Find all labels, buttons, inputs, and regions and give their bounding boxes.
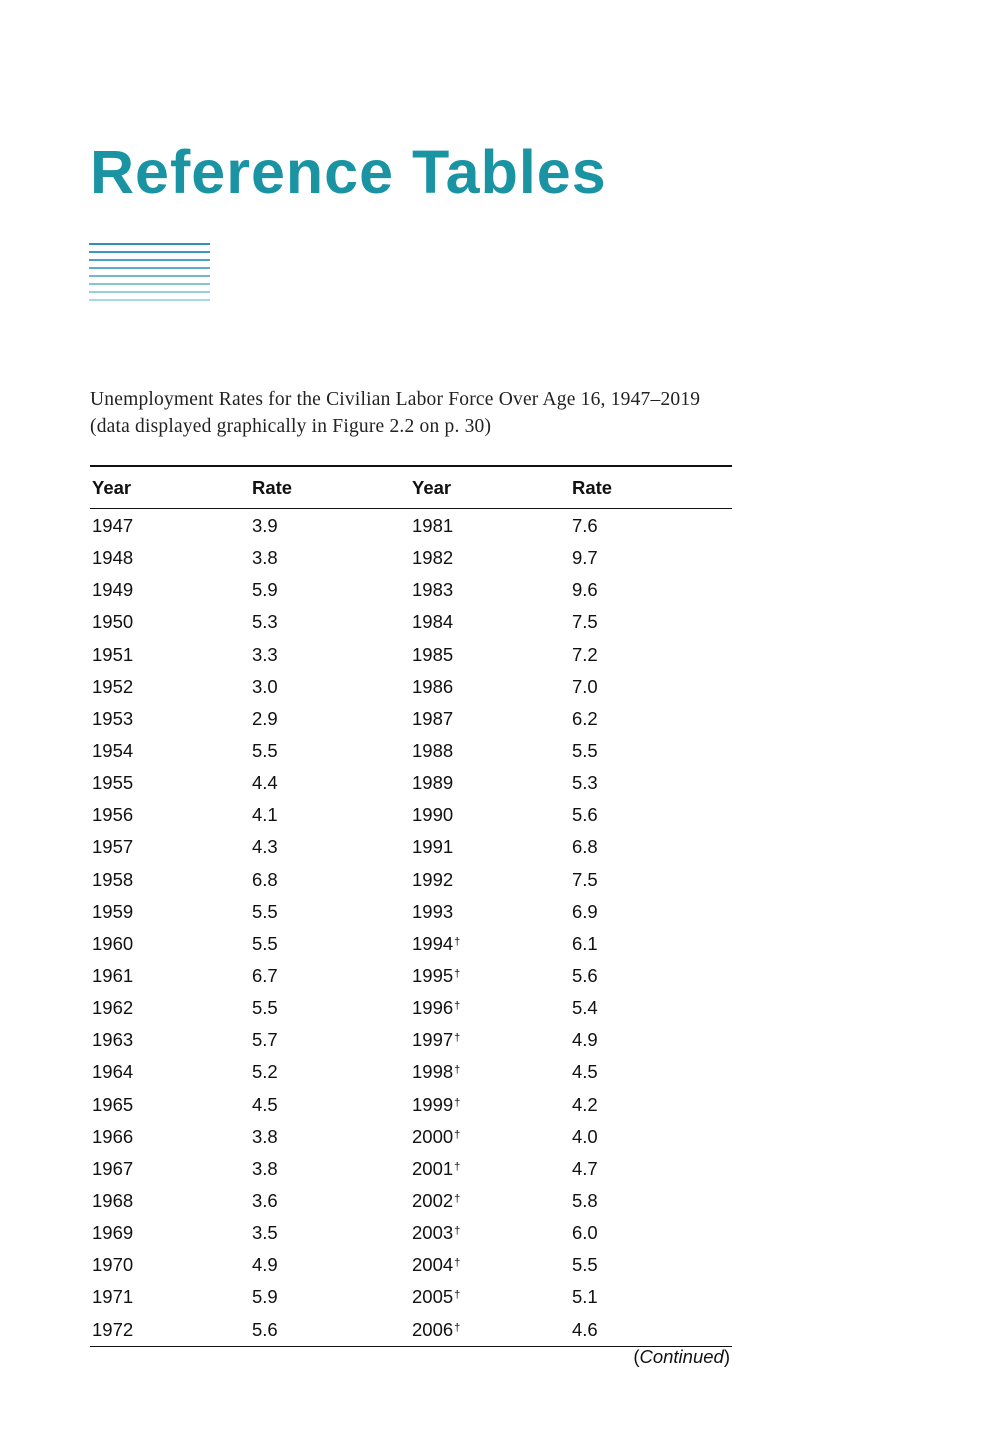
cell-rate-left <box>250 703 410 735</box>
cell-year-left <box>90 1056 250 1088</box>
cell-rate-left-value: 5.5 <box>252 932 278 954</box>
cell-year-right <box>410 542 570 574</box>
cell-rate-left-value: 4.1 <box>252 804 278 826</box>
cell-rate-right-value: 7.5 <box>572 611 598 633</box>
dagger-footnote-mark: † <box>454 1289 461 1302</box>
cell-rate-right-value: 9.7 <box>572 547 598 569</box>
cell-year-right <box>410 1249 570 1281</box>
table-row <box>90 703 732 735</box>
cell-year-right-value: 1982 <box>412 547 454 569</box>
cell-rate-right <box>570 735 732 767</box>
cell-year-left <box>90 1121 250 1153</box>
table-row <box>90 1314 732 1347</box>
cell-rate-left <box>250 1153 410 1185</box>
dagger-footnote-mark: † <box>454 1064 461 1077</box>
table-row <box>90 992 732 1024</box>
table-row <box>90 606 732 638</box>
header-rate-left: Rate <box>252 476 293 498</box>
cell-rate-right <box>570 1089 732 1121</box>
cell-rate-right <box>570 1056 732 1088</box>
cell-year-left-value: 1966 <box>92 1125 134 1147</box>
cell-rate-right-value: 6.8 <box>572 836 598 858</box>
cell-rate-left <box>250 639 410 671</box>
table-header-row <box>90 466 732 509</box>
unemployment-table-container <box>90 465 732 1347</box>
cell-year-right-value: 1999 <box>412 1093 454 1115</box>
cell-year-right-value: 2001 <box>412 1157 454 1179</box>
cell-rate-left <box>250 831 410 863</box>
cell-rate-left-value: 2.9 <box>252 707 278 729</box>
cell-rate-left <box>250 896 410 928</box>
table-row <box>90 1153 732 1185</box>
cell-rate-left-value: 4.9 <box>252 1254 278 1276</box>
cell-year-left-value: 1960 <box>92 932 134 954</box>
cell-year-right-value: 1986 <box>412 675 454 697</box>
cell-year-right-value: 1998 <box>412 1061 454 1083</box>
cell-rate-right <box>570 639 732 671</box>
dagger-footnote-mark: † <box>454 935 461 948</box>
cell-rate-left-value: 3.5 <box>252 1222 278 1244</box>
cell-year-left <box>90 1217 250 1249</box>
cell-year-left-value: 1963 <box>92 1029 134 1051</box>
cell-year-right-value: 1985 <box>412 643 454 665</box>
table-row <box>90 509 732 543</box>
cell-rate-left-value: 5.9 <box>252 1286 278 1308</box>
table-row <box>90 735 732 767</box>
cell-year-right-value: 1990 <box>412 804 454 826</box>
rule-line <box>89 259 210 261</box>
header-rate-right: Rate <box>572 476 613 498</box>
cell-year-right <box>410 1024 570 1056</box>
table-row <box>90 671 732 703</box>
cell-year-right-value: 2002 <box>412 1190 454 1212</box>
rule-line <box>89 283 210 285</box>
continued-label: Continued <box>639 1346 724 1367</box>
cell-year-left <box>90 992 250 1024</box>
cell-rate-left <box>250 1024 410 1056</box>
cell-rate-right-value: 4.0 <box>572 1125 598 1147</box>
cell-rate-right-value: 5.4 <box>572 997 598 1019</box>
table-row <box>90 542 732 574</box>
cell-year-right-value: 1997 <box>412 1029 454 1051</box>
cell-year-left <box>90 864 250 896</box>
cell-year-left <box>90 1024 250 1056</box>
cell-rate-left <box>250 1121 410 1153</box>
cell-rate-right <box>570 509 732 543</box>
cell-rate-right-value: 5.1 <box>572 1286 598 1308</box>
cell-rate-left-value: 3.3 <box>252 643 278 665</box>
cell-year-right <box>410 896 570 928</box>
cell-rate-right <box>570 703 732 735</box>
cell-year-right-value: 1996 <box>412 997 454 1019</box>
cell-year-left <box>90 1153 250 1185</box>
cell-year-left-value: 1951 <box>92 643 134 665</box>
cell-year-left <box>90 671 250 703</box>
cell-year-right-value: 1988 <box>412 740 454 762</box>
cell-rate-right-value: 6.0 <box>572 1222 598 1244</box>
cell-rate-left <box>250 799 410 831</box>
table-body <box>90 509 732 1347</box>
cell-year-right-value: 2005 <box>412 1286 454 1308</box>
cell-rate-right <box>570 831 732 863</box>
cell-rate-right-value: 4.2 <box>572 1093 598 1115</box>
cell-rate-left <box>250 864 410 896</box>
cell-rate-left-value: 3.0 <box>252 675 278 697</box>
cell-rate-left <box>250 992 410 1024</box>
table-row <box>90 1121 732 1153</box>
cell-year-left-value: 1967 <box>92 1157 134 1179</box>
table-row <box>90 1024 732 1056</box>
cell-year-left <box>90 574 250 606</box>
dagger-footnote-mark: † <box>454 1160 461 1173</box>
cell-rate-right-value: 4.6 <box>572 1318 598 1340</box>
cell-year-right <box>410 992 570 1024</box>
cell-rate-left <box>250 1281 410 1313</box>
cell-year-left-value: 1970 <box>92 1254 134 1276</box>
cell-year-right-value: 2004 <box>412 1254 454 1276</box>
cell-rate-right <box>570 1249 732 1281</box>
table-row <box>90 767 732 799</box>
cell-year-right <box>410 799 570 831</box>
cell-rate-right-value: 4.5 <box>572 1061 598 1083</box>
cell-rate-right-value: 5.6 <box>572 804 598 826</box>
cell-year-left-value: 1956 <box>92 804 134 826</box>
cell-year-left-value: 1949 <box>92 579 134 601</box>
cell-rate-right <box>570 606 732 638</box>
rule-line <box>89 299 210 301</box>
cell-rate-right <box>570 1024 732 1056</box>
cell-year-right <box>410 574 570 606</box>
dagger-footnote-mark: † <box>454 1032 461 1045</box>
cell-year-right-value: 2006 <box>412 1318 454 1340</box>
cell-rate-right-value: 5.6 <box>572 965 598 987</box>
cell-rate-right-value: 7.0 <box>572 675 598 697</box>
cell-rate-right <box>570 1185 732 1217</box>
cell-rate-right <box>570 960 732 992</box>
cell-year-left-value: 1947 <box>92 515 134 537</box>
cell-rate-right <box>570 1121 732 1153</box>
rule-line <box>89 267 210 269</box>
cell-rate-right <box>570 1314 732 1347</box>
cell-year-left <box>90 542 250 574</box>
cell-year-right <box>410 1314 570 1347</box>
cell-rate-left-value: 3.9 <box>252 515 278 537</box>
cell-rate-left <box>250 509 410 543</box>
cell-year-left-value: 1955 <box>92 772 134 794</box>
cell-year-right-value: 1987 <box>412 707 454 729</box>
table-row <box>90 574 732 606</box>
cell-rate-left-value: 4.3 <box>252 836 278 858</box>
dagger-footnote-mark: † <box>454 1000 461 1013</box>
cell-year-right-value: 1989 <box>412 772 454 794</box>
cell-rate-left-value: 3.6 <box>252 1190 278 1212</box>
cell-rate-right-value: 5.5 <box>572 1254 598 1276</box>
table-row <box>90 1056 732 1088</box>
cell-rate-right <box>570 1217 732 1249</box>
cell-rate-left <box>250 735 410 767</box>
cell-year-left-value: 1948 <box>92 547 134 569</box>
cell-year-right <box>410 1056 570 1088</box>
cell-year-right <box>410 735 570 767</box>
cell-rate-left <box>250 606 410 638</box>
cell-rate-right <box>570 671 732 703</box>
cell-rate-right <box>570 928 732 960</box>
cell-year-right-value: 1995 <box>412 965 454 987</box>
cell-year-left <box>90 1185 250 1217</box>
cell-year-left-value: 1969 <box>92 1222 134 1244</box>
cell-year-left-value: 1959 <box>92 900 134 922</box>
cell-year-left <box>90 928 250 960</box>
rule-line <box>89 291 210 293</box>
cell-year-right <box>410 831 570 863</box>
cell-rate-right <box>570 542 732 574</box>
table-row <box>90 928 732 960</box>
cell-year-right <box>410 509 570 543</box>
rule-line <box>89 251 210 253</box>
cell-rate-right <box>570 767 732 799</box>
cell-year-right-value: 1981 <box>412 515 454 537</box>
dagger-footnote-mark: † <box>454 1096 461 1109</box>
cell-rate-left-value: 5.5 <box>252 997 278 1019</box>
cell-rate-left-value: 3.8 <box>252 1157 278 1179</box>
cell-year-left-value: 1972 <box>92 1318 134 1340</box>
cell-year-left <box>90 509 250 543</box>
cell-year-left-value: 1964 <box>92 1061 134 1083</box>
cell-rate-left-value: 5.5 <box>252 740 278 762</box>
cell-year-right-value: 1983 <box>412 579 454 601</box>
cell-rate-right <box>570 799 732 831</box>
dagger-footnote-mark: † <box>454 1193 461 1206</box>
page-title: Reference Tables <box>90 138 607 206</box>
cell-rate-right-value: 6.2 <box>572 707 598 729</box>
unemployment-table <box>90 465 732 1347</box>
cell-year-right <box>410 606 570 638</box>
cell-year-left <box>90 1314 250 1347</box>
table-row <box>90 896 732 928</box>
table-row <box>90 1089 732 1121</box>
cell-rate-left <box>250 928 410 960</box>
cell-year-left-value: 1965 <box>92 1093 134 1115</box>
cell-year-left <box>90 1089 250 1121</box>
cell-rate-right <box>570 1153 732 1185</box>
cell-rate-right-value: 4.7 <box>572 1157 598 1179</box>
cell-rate-left-value: 4.4 <box>252 772 278 794</box>
cell-rate-left <box>250 1217 410 1249</box>
cell-rate-left <box>250 1314 410 1347</box>
cell-year-right <box>410 671 570 703</box>
cell-year-right-value: 1984 <box>412 611 454 633</box>
cell-year-right <box>410 703 570 735</box>
cell-rate-left-value: 5.9 <box>252 579 278 601</box>
cell-year-left-value: 1971 <box>92 1286 134 1308</box>
table-row <box>90 1249 732 1281</box>
table-row <box>90 1217 732 1249</box>
cell-rate-left-value: 5.3 <box>252 611 278 633</box>
cell-year-right <box>410 1281 570 1313</box>
dagger-footnote-mark: † <box>454 1321 461 1334</box>
cell-year-left <box>90 735 250 767</box>
cell-rate-left <box>250 542 410 574</box>
table-row <box>90 960 732 992</box>
table-row <box>90 1281 732 1313</box>
header-year-right: Year <box>412 476 452 498</box>
cell-year-right <box>410 960 570 992</box>
table-row <box>90 1185 732 1217</box>
table-caption: Unemployment Rates for the Civilian Labor Force Over Age 16, 1947–2019 (data displayed graphically in Figure 2.2 on p. 30) <box>90 389 701 437</box>
header-year-left: Year <box>92 476 132 498</box>
cell-rate-left-value: 5.7 <box>252 1029 278 1051</box>
cell-year-right <box>410 1089 570 1121</box>
cell-rate-right <box>570 896 732 928</box>
rule-line <box>89 275 210 277</box>
cell-year-left <box>90 767 250 799</box>
cell-year-right <box>410 1185 570 1217</box>
cell-year-right <box>410 864 570 896</box>
cell-rate-right-value: 7.5 <box>572 868 598 890</box>
cell-rate-right-value: 5.8 <box>572 1190 598 1212</box>
cell-year-left-value: 1950 <box>92 611 134 633</box>
cell-rate-right-value: 6.1 <box>572 932 598 954</box>
cell-year-left <box>90 1281 250 1313</box>
cell-rate-right-value: 4.9 <box>572 1029 598 1051</box>
cell-rate-right <box>570 574 732 606</box>
cell-rate-right <box>570 864 732 896</box>
cell-year-left <box>90 606 250 638</box>
cell-rate-left <box>250 767 410 799</box>
dagger-footnote-mark: † <box>454 1257 461 1270</box>
table-row <box>90 864 732 896</box>
dagger-footnote-mark: † <box>454 968 461 981</box>
cell-rate-left-value: 4.5 <box>252 1093 278 1115</box>
cell-year-left <box>90 799 250 831</box>
cell-rate-right <box>570 1281 732 1313</box>
cell-year-left <box>90 639 250 671</box>
rule-line <box>89 243 210 245</box>
cell-rate-right-value: 5.5 <box>572 740 598 762</box>
cell-rate-left <box>250 574 410 606</box>
cell-year-right-value: 1991 <box>412 836 454 858</box>
cell-rate-left <box>250 1185 410 1217</box>
continued-note: (Continued) <box>633 1346 730 1367</box>
cell-rate-right-value: 5.3 <box>572 772 598 794</box>
cell-year-right <box>410 1217 570 1249</box>
cell-rate-left-value: 5.5 <box>252 900 278 922</box>
cell-rate-left <box>250 960 410 992</box>
cell-rate-left-value: 6.7 <box>252 965 278 987</box>
dagger-footnote-mark: † <box>454 1225 461 1238</box>
cell-year-left <box>90 703 250 735</box>
cell-rate-left-value: 3.8 <box>252 547 278 569</box>
cell-rate-right-value: 7.6 <box>572 515 598 537</box>
cell-year-left <box>90 896 250 928</box>
cell-year-left-value: 1961 <box>92 965 134 987</box>
cell-rate-left <box>250 1089 410 1121</box>
cell-year-right <box>410 928 570 960</box>
cell-year-right-value: 2003 <box>412 1222 454 1244</box>
cell-year-left-value: 1953 <box>92 707 134 729</box>
cell-year-left-value: 1957 <box>92 836 134 858</box>
table-row <box>90 639 732 671</box>
cell-year-left-value: 1968 <box>92 1190 134 1212</box>
cell-year-right-value: 2000 <box>412 1125 454 1147</box>
cell-rate-left-value: 5.2 <box>252 1061 278 1083</box>
decorative-rule-stack <box>89 243 210 307</box>
cell-rate-left-value: 6.8 <box>252 868 278 890</box>
cell-rate-left <box>250 1056 410 1088</box>
table-row <box>90 831 732 863</box>
table-row <box>90 799 732 831</box>
cell-year-left <box>90 831 250 863</box>
cell-rate-right-value: 9.6 <box>572 579 598 601</box>
cell-year-left-value: 1958 <box>92 868 134 890</box>
cell-year-left-value: 1952 <box>92 675 134 697</box>
cell-rate-right-value: 6.9 <box>572 900 598 922</box>
cell-year-right-value: 1993 <box>412 900 454 922</box>
cell-year-left <box>90 1249 250 1281</box>
cell-year-left-value: 1954 <box>92 740 134 762</box>
cell-rate-left <box>250 1249 410 1281</box>
cell-year-left <box>90 960 250 992</box>
cell-rate-left-value: 3.8 <box>252 1125 278 1147</box>
cell-year-right <box>410 1153 570 1185</box>
cell-year-right-value: 1992 <box>412 868 454 890</box>
cell-rate-right <box>570 992 732 1024</box>
cell-rate-left-value: 5.6 <box>252 1318 278 1340</box>
cell-year-right-value: 1994 <box>412 932 454 954</box>
cell-year-left-value: 1962 <box>92 997 134 1019</box>
cell-year-right <box>410 639 570 671</box>
cell-rate-right-value: 7.2 <box>572 643 598 665</box>
dagger-footnote-mark: † <box>454 1128 461 1141</box>
cell-year-right <box>410 1121 570 1153</box>
cell-year-right <box>410 767 570 799</box>
cell-rate-left <box>250 671 410 703</box>
